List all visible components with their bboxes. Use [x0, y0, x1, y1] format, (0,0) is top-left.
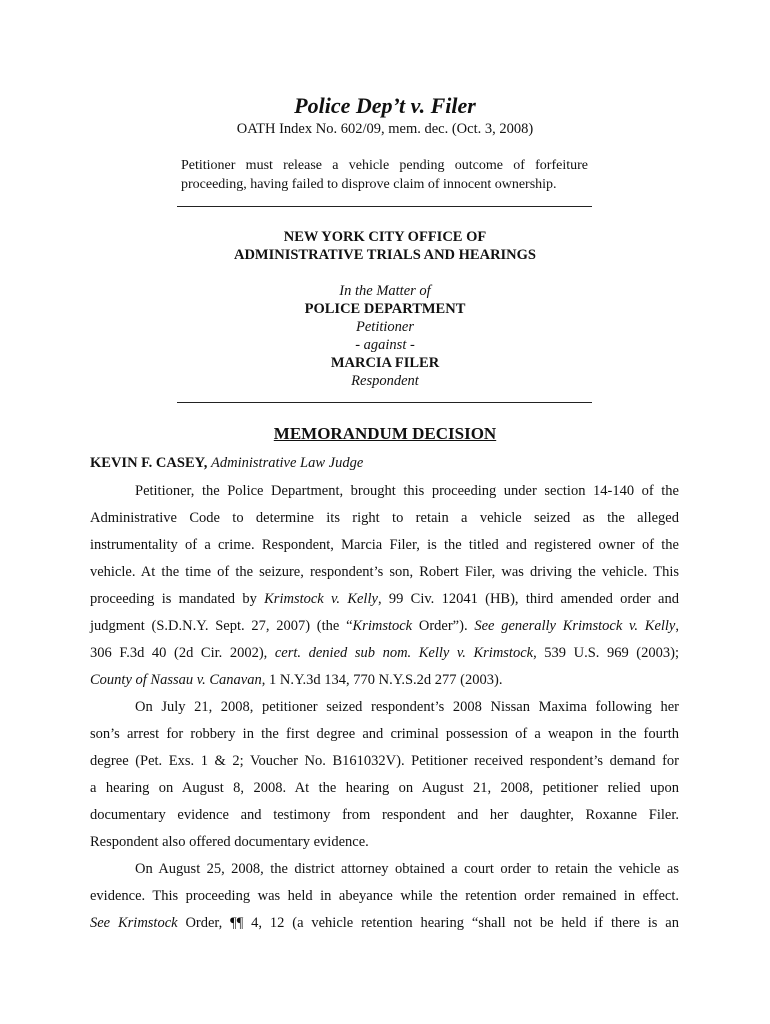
body-line: instrumentality of a crime. Respondent, Marcia Filer, is the titled and registered owner of the	[90, 537, 679, 553]
agency-name	[0, 228, 770, 264]
body-line: On July 21, 2008, petitioner seized respondent’s 2008 Nissan Maxima following her	[135, 699, 679, 715]
judge-title: Administrative Law Judge	[211, 455, 364, 471]
case-cite: See generally Krimstock v. Kelly	[474, 618, 676, 634]
body-line: degree (Pet. Exs. 1 & 2; Voucher No. B161032V). Petitioner received respondent’s demand for	[90, 753, 679, 769]
agency-line-2: ADMINISTRATIVE TRIALS AND HEARINGS	[233, 247, 536, 263]
body-line: a hearing on August 8, 2008. At the hearing on August 21, 2008, petitioner relied upon	[90, 780, 679, 796]
body-line: Administrative Code to determine its right to retain a vehicle seized as the alleged	[90, 510, 679, 526]
petitioner-label: Petitioner	[356, 319, 414, 335]
judge-line	[90, 455, 363, 472]
divider-top	[177, 206, 592, 207]
body-line: Petitioner, the Police Department, brought this proceeding under section 14-140 of the	[135, 483, 679, 499]
divider-bottom	[177, 402, 592, 403]
body-line: evidence. This proceeding was held in abeyance while the retention order remained in effect.	[90, 888, 679, 904]
case-cite: Krimstock v. Kelly	[264, 591, 378, 607]
case-citation: OATH Index No. 602/09, mem. dec. (Oct. 3, 2008)	[236, 121, 534, 137]
case-caption	[0, 282, 770, 390]
body-line: See Krimstock Order, ¶¶ 4, 12 (a vehicle retention hearing “shall not be held if there is an	[90, 915, 679, 931]
body-line: 306 F.3d 40 (2d Cir. 2002), cert. denied sub nom. Kelly v. Krimstock, 539 U.S. 969 (2003);	[90, 645, 679, 661]
case-cite: Krimstock	[352, 618, 413, 634]
judge-name: KEVIN F. CASEY,	[90, 455, 208, 471]
petitioner-name: POLICE DEPARTMENT	[304, 301, 466, 317]
agency-line-1: NEW YORK CITY OFFICE OF	[283, 229, 487, 245]
body-line: proceeding is mandated by Krimstock v. Kelly, 99 Civ. 12041 (HB), third amended order and	[90, 591, 679, 607]
decision-body	[90, 478, 679, 937]
body-line: documentary evidence and testimony from respondent and her daughter, Roxanne Filer.	[90, 807, 679, 823]
body-line: son’s arrest for robbery in the first degree and criminal possession of a weapon in the fourth	[90, 726, 679, 742]
case-cite: cert. denied sub nom. Kelly v. Krimstock	[274, 645, 534, 661]
body-line: On August 25, 2008, the district attorney obtained a court order to retain the vehicle as	[135, 861, 679, 877]
in-the-matter-label: In the Matter of	[339, 283, 431, 299]
respondent-name: MARCIA FILER	[330, 355, 440, 371]
case-title: Police Dep’t v. Filer	[294, 93, 476, 118]
case-cite: County of Nassau v. Canavan	[90, 672, 262, 688]
case-cite: See Krimstock	[90, 915, 178, 931]
memorandum-heading: MEMORANDUM DECISION	[273, 424, 497, 443]
respondent-label: Respondent	[351, 373, 419, 389]
against-label: - against -	[355, 337, 415, 353]
body-line: judgment (S.D.N.Y. Sept. 27, 2007) (the “Krimstock Order”). See generally Krimstock v. Kelly,	[90, 618, 679, 634]
body-line: Respondent also offered documentary evidence.	[90, 834, 369, 850]
body-line: vehicle. At the time of the seizure, respondent’s son, Robert Filer, was driving the vehicle. This	[90, 564, 679, 580]
body-line: County of Nassau v. Canavan, 1 N.Y.3d 134, 770 N.Y.S.2d 277 (2003).	[90, 672, 503, 688]
case-summary: Petitioner must release a vehicle pending outcome of forfeiture proceeding, having failed to disprove claim of innocent ownership.	[181, 158, 588, 192]
